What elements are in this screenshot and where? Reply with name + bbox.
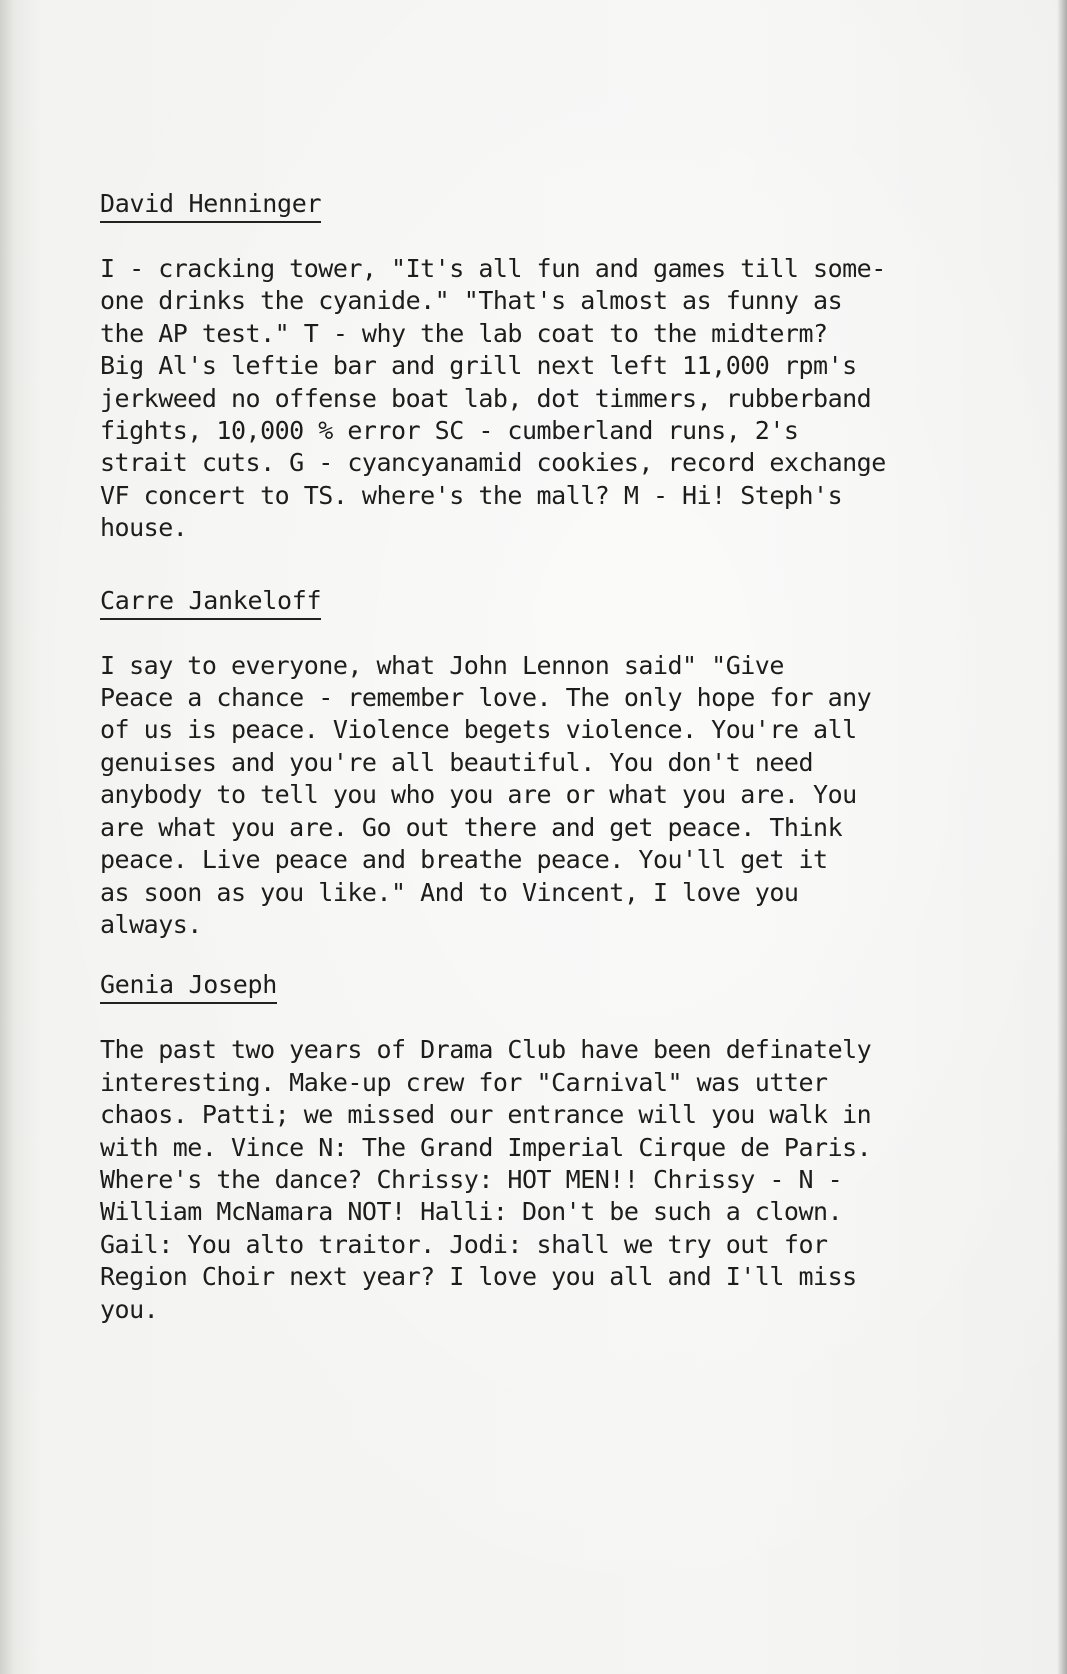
entry-line: Where's the dance? Chrissy: HOT MEN!! Chrissy - N - — [100, 1164, 843, 1194]
entry-line: Big Al's leftie bar and grill next left 11,000 rpm's — [100, 351, 857, 381]
entry-line: jerkweed no offense boat lab, dot timmers, rubberband — [100, 383, 872, 413]
entry-genia-joseph — [100, 969, 1020, 1326]
entry-line: anybody to tell you who you are or what you are. You — [100, 780, 857, 810]
entry-line: fights, 10,000 % error SC - cumberland runs, 2's — [100, 416, 799, 446]
entry-line: of us is peace. Violence begets violence. You're all — [100, 715, 857, 745]
entry-line: interesting. Make-up crew for "Carnival" was utter — [100, 1067, 828, 1097]
entry-name: Genia Joseph — [100, 970, 277, 1004]
entry-line: genuises and you're all beautiful. You don't need — [100, 747, 814, 777]
entry-line: Peace a chance - remember love. The only hope for any — [100, 683, 872, 713]
entry-line: are what you are. Go out there and get peace. Think — [100, 812, 843, 842]
entry-line: peace. Live peace and breathe peace. You'll get it — [100, 845, 828, 875]
entry-line: with me. Vince N: The Grand Imperial Cirque de Paris. — [100, 1132, 872, 1162]
entry-line: Gail: You alto traitor. Jodi: shall we try out for — [100, 1229, 828, 1259]
entry-carre-jankeloff — [100, 585, 1020, 942]
entry-line: one drinks the cyanide." "That's almost as funny as — [100, 286, 843, 316]
entry-line: Region Choir next year? I love you all and I'll miss — [100, 1262, 857, 1292]
entry-line: VF concert to TS. where's the mall? M - Hi! Steph's — [100, 480, 843, 510]
entry-line: the AP test." T - why the lab coat to the midterm? — [100, 318, 828, 348]
entry-line: strait cuts. G - cyancyanamid cookies, record exchange — [100, 448, 886, 478]
entry-name: David Henninger — [100, 189, 321, 223]
entry-line: William McNamara NOT! Halli: Don't be such a clown. — [100, 1197, 843, 1227]
text-column — [100, 188, 1020, 1326]
entry-line: always. — [100, 909, 202, 939]
entry-line: The past two years of Drama Club have been definately — [100, 1035, 872, 1065]
entry-name: Carre Jankeloff — [100, 586, 321, 620]
entry-line: you. — [100, 1294, 159, 1324]
entry-line: house. — [100, 513, 188, 543]
entry-line: as soon as you like." And to Vincent, I love you — [100, 877, 799, 907]
entry-line: chaos. Patti; we missed our entrance will you walk in — [100, 1100, 872, 1130]
page-edge-shadow — [1057, 0, 1067, 1674]
entry-line: I - cracking tower, "It's all fun and games till some- — [100, 254, 886, 283]
entry-david-henninger — [100, 188, 1020, 545]
entry-line: I say to everyone, what John Lennon said" "Give — [100, 650, 784, 680]
